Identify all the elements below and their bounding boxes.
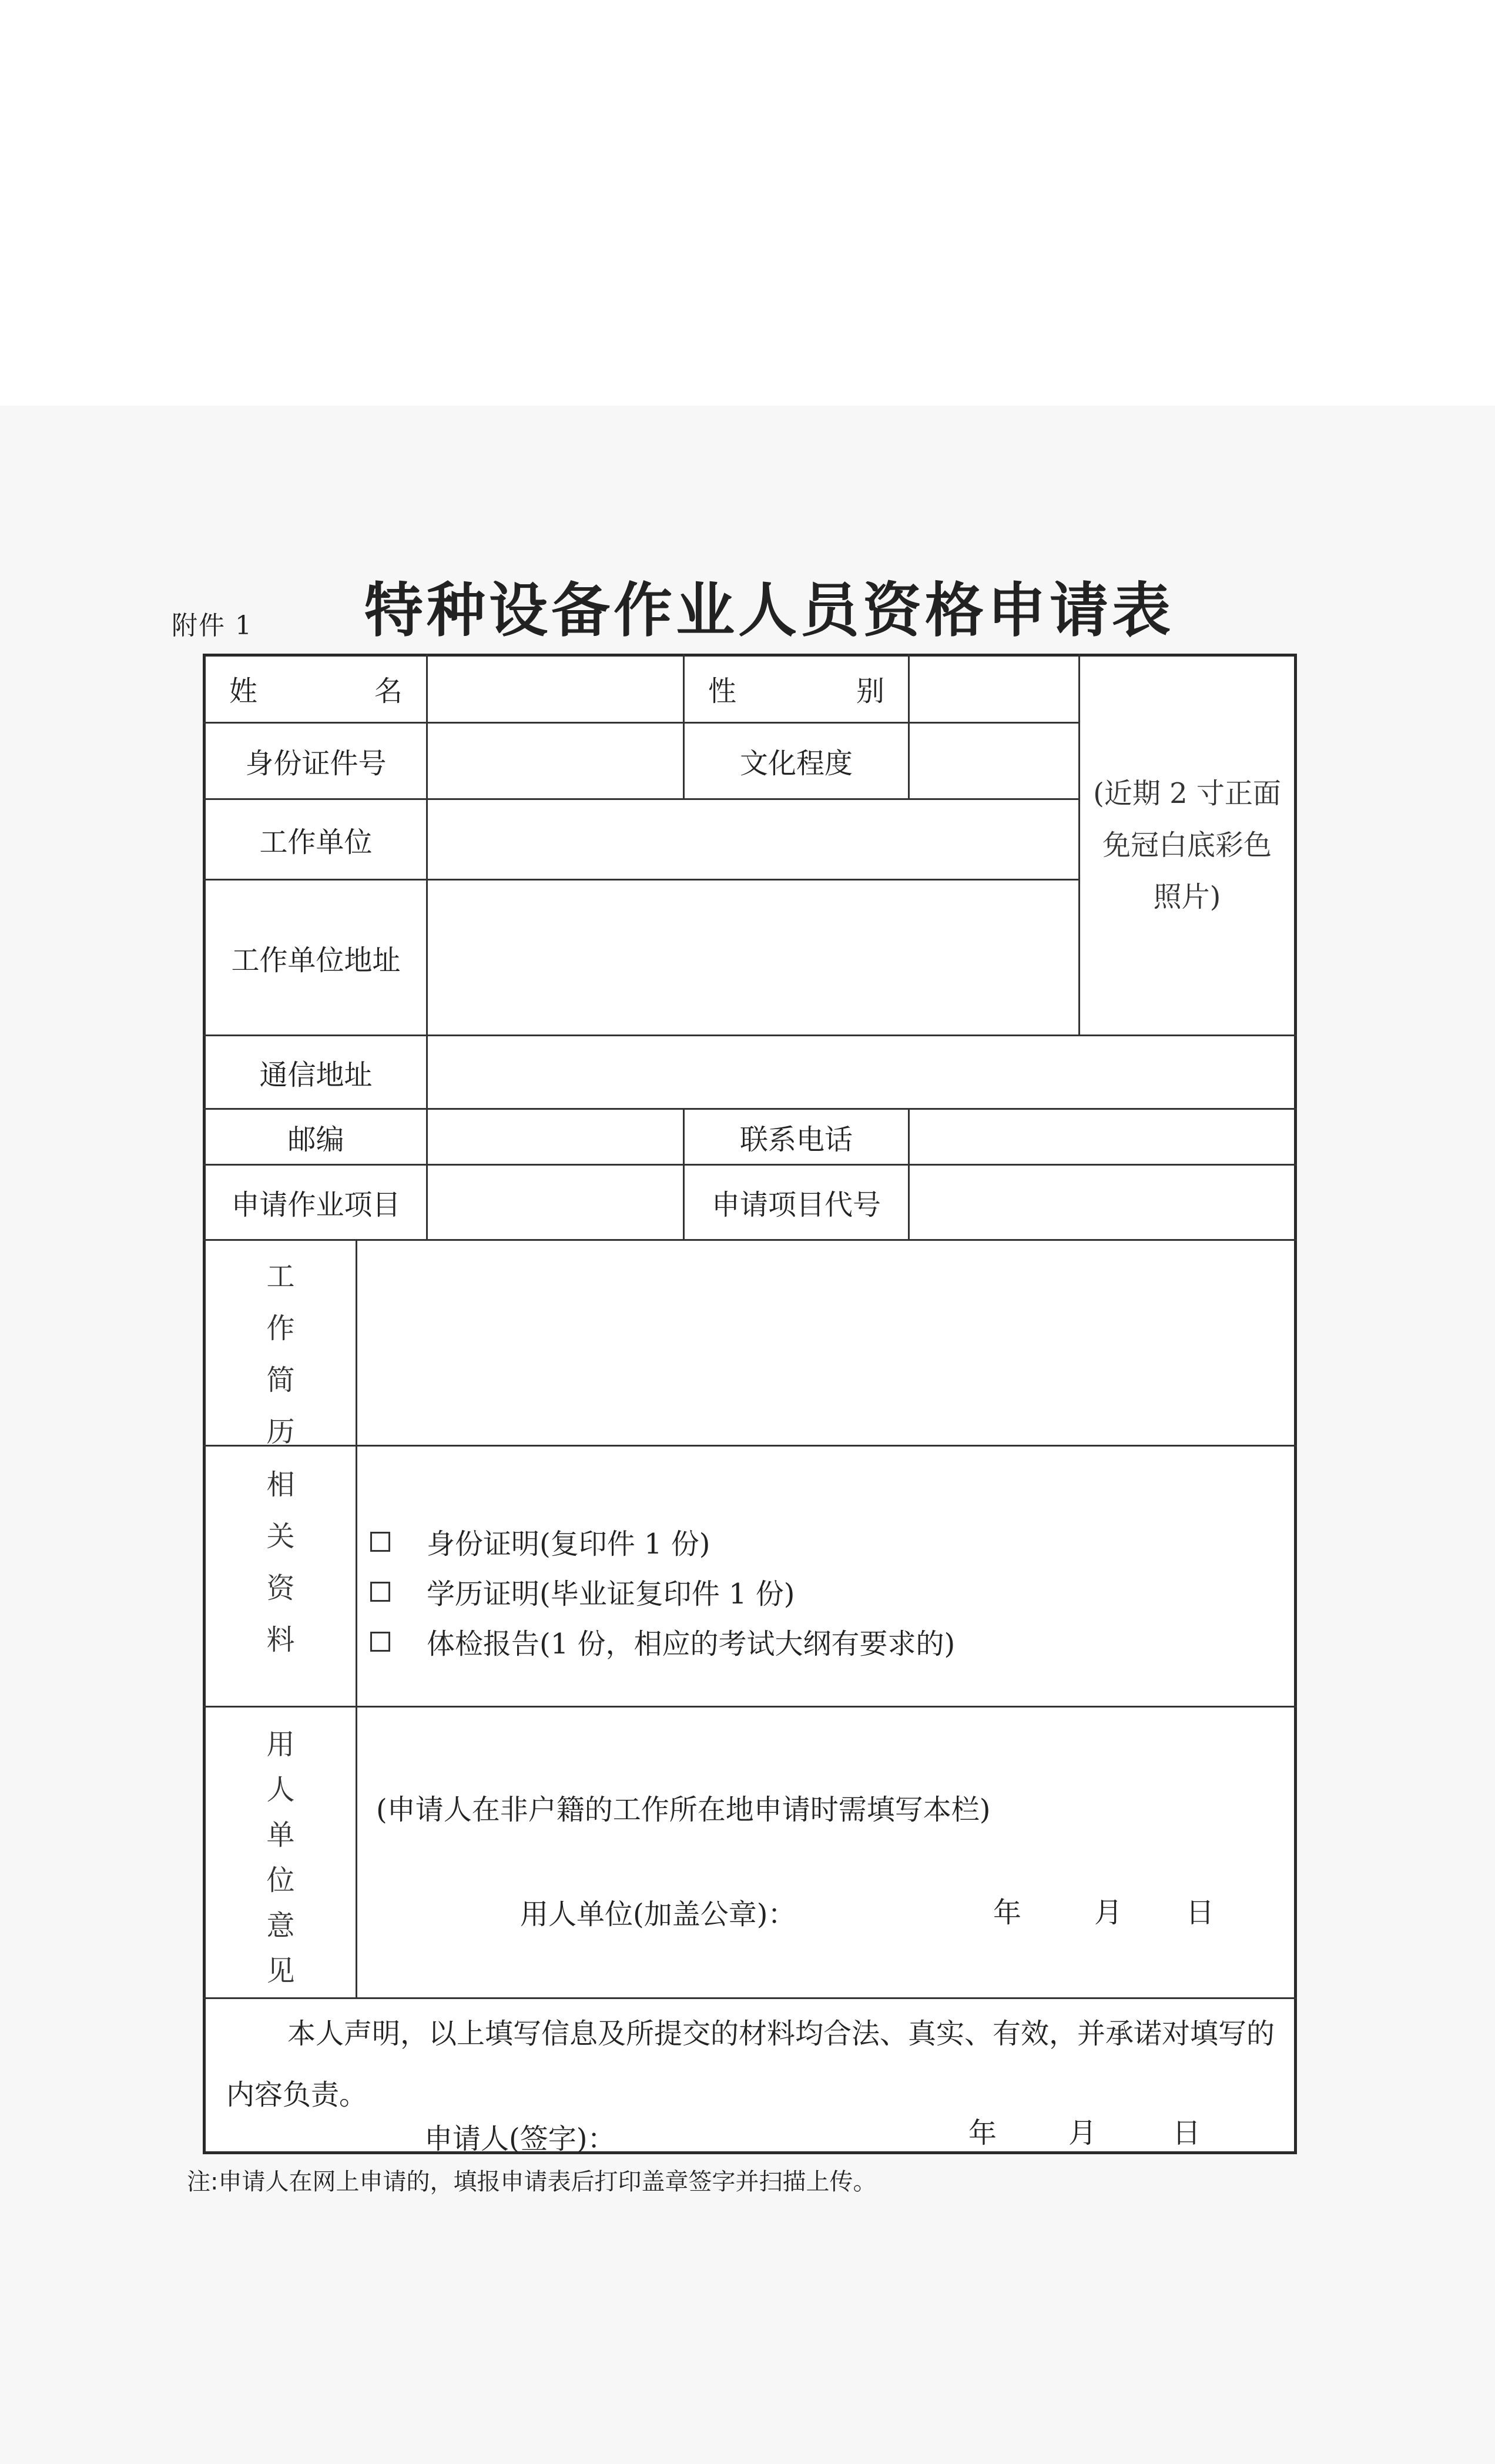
employer-opinion-char: 单: [266, 1819, 295, 1852]
employer-field[interactable]: [428, 800, 1078, 879]
education-proof-checkbox[interactable]: [370, 1582, 390, 1602]
employer-opinion-char: 位: [266, 1864, 295, 1897]
id-number-label: 身份证件号: [245, 747, 387, 780]
id-number-field[interactable]: [428, 724, 683, 798]
footnote: 注:申请人在网上申请的，填报申请表后打印盖章签字并扫描上传。: [187, 2168, 877, 2195]
employer-opinion-char: 人: [266, 1773, 295, 1806]
medical-report-checkbox[interactable]: [370, 1632, 390, 1652]
name-label-char: 名: [374, 675, 403, 708]
form-title: 特种设备作业人员资格申请表: [364, 575, 1174, 645]
document-item-label: 身份证明(复印件 1 份): [427, 1528, 710, 1561]
phone-label: 联系电话: [739, 1123, 853, 1156]
education-field[interactable]: [910, 724, 1078, 798]
employer-date-year: 年: [993, 1896, 1022, 1929]
document-checklist-item: [370, 1571, 795, 1612]
photo-note-line: 免冠白底彩色: [1102, 828, 1272, 862]
document-item-label: 学历证明(毕业证复印件 1 份): [427, 1578, 795, 1611]
photo-placeholder[interactable]: [1080, 655, 1294, 1035]
postcode-label: 邮编: [287, 1123, 344, 1156]
row-rule: [203, 1997, 1297, 1999]
education-label: 文化程度: [739, 747, 853, 780]
id-proof-checkbox[interactable]: [370, 1532, 390, 1552]
item-code-label: 申请项目代号: [711, 1189, 881, 1221]
job-item-field[interactable]: [428, 1166, 683, 1239]
mailing-address-label: 通信地址: [259, 1058, 373, 1092]
documents-label-char: 关: [266, 1520, 295, 1553]
document-item-label: 体检报告(1 份，相应的考试大纲有要求的): [427, 1628, 956, 1660]
name-field[interactable]: [428, 655, 683, 722]
documents-label-char: 相: [266, 1468, 295, 1501]
employer-opinion-char: 见: [266, 1954, 295, 1987]
employer-date-month: 月: [1094, 1896, 1123, 1929]
attachment-label: 附件 1: [172, 611, 253, 641]
row-rule: [203, 1706, 1297, 1708]
document-checklist-item: [370, 1621, 955, 1662]
work-history-label: [206, 1251, 356, 1458]
phone-field[interactable]: [910, 1110, 1294, 1164]
documents-label-char: 料: [266, 1623, 295, 1656]
photo-note-line: (近期 2 寸正面: [1093, 776, 1281, 810]
employer-label: 工作单位: [259, 825, 373, 859]
applicant-signature-label: 申请人(签字)：: [424, 2122, 616, 2155]
gender-label: [685, 655, 908, 722]
applicant-date-year: 年: [968, 2117, 997, 2150]
postcode-field[interactable]: [428, 1110, 683, 1164]
gender-label-char: 别: [856, 675, 884, 708]
row-rule: [203, 1445, 1297, 1447]
mailing-address-field[interactable]: [428, 1036, 1294, 1108]
documents-label-char: 资: [266, 1572, 295, 1605]
job-item-label: 申请作业项目: [231, 1189, 401, 1221]
work-history-char: 简: [266, 1364, 295, 1397]
photo-note-line: 照片): [1153, 880, 1221, 913]
name-label: [206, 655, 426, 722]
name-label-char: 姓: [229, 675, 258, 708]
work-history-char: 工: [266, 1260, 295, 1293]
employer-opinion-note: (申请人在非户籍的工作所在地申请时需填写本栏): [376, 1793, 991, 1826]
work-history-field[interactable]: [357, 1241, 1294, 1445]
item-code-field[interactable]: [910, 1166, 1294, 1239]
gender-label-char: 性: [708, 675, 737, 708]
declaration-text: 本人声明，以上填写信息及所提交的材料均合法、真实、有效，并承诺对填写的内容负责。: [226, 2017, 1275, 2111]
documents-label: [206, 1459, 356, 1666]
employer-address-field[interactable]: [428, 881, 1078, 1035]
work-history-char: 历: [266, 1415, 295, 1448]
employer-opinion-label: [206, 1722, 356, 1994]
employer-date-day: 日: [1186, 1896, 1215, 1929]
employer-opinion-char: 意: [266, 1909, 295, 1942]
applicant-signature-field[interactable]: [655, 2110, 949, 2145]
applicant-date-day: 日: [1172, 2117, 1201, 2150]
document-checklist-item: [370, 1521, 710, 1562]
employer-opinion-char: 用: [266, 1728, 295, 1761]
applicant-date-month: 月: [1068, 2117, 1097, 2150]
work-history-char: 作: [266, 1312, 295, 1345]
gender-field[interactable]: [910, 655, 1078, 722]
employer-address-label: 工作单位地址: [231, 943, 401, 977]
employer-seal-label: 用人单位(加盖公章)：: [520, 1898, 796, 1931]
